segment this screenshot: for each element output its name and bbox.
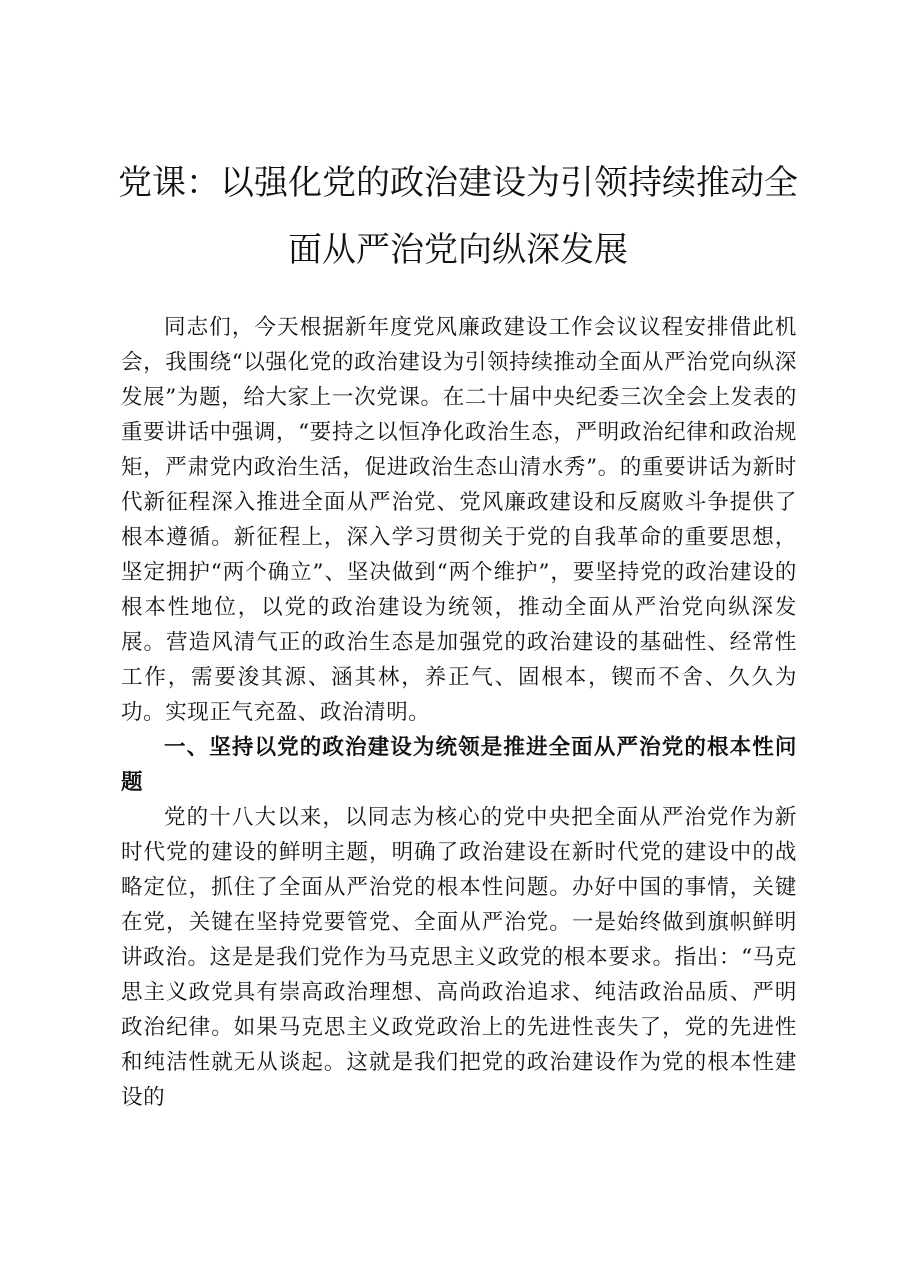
section-heading-1: 一、坚持以党的政治建设为统领是推进全面从严治党的根本性问题 (121, 735, 797, 795)
paragraph-section-1: 党的十八大以来，以同志为核心的党中央把全面从严治党作为新时代党的建设的鲜明主题，明确了政治建设在新时代党的建设中的战略定位，抓住了全面从严治党的根本性问题。办好中国的事情，关键在党，关键在坚持党要管党、全面从严治党。一是始终做到旗帜鲜明讲政治。这是是我们党作为马克思主义政党的根本要求。指出：“马克思主义政党具有崇高政治理想、高尚政治追求、纯洁政治品质、严明政治纪律。如果马克思主义政党政治上的先进性丧失了，党的先进性和纯洁性就无从谈起。这就是我们把党的政治建设作为党的根本性建设的 (121, 805, 797, 1110)
paragraph-intro: 同志们，今天根据新年度党风廉政建设工作会议议程安排借此机会，我围绕“以强化党的政治建设为引领持续推动全面从严治党向纵深发展”为题，给大家上一次党课。在二十届中央纪委三次全会上发表的重要讲话中强调，“要持之以恒净化政治生态，严明政治纪律和政治规矩，严肃党内政治生活，促进政治生态山清水秀”。的重要讲话为新时代新征程深入推进全面从严治党、党风廉政建设和反腐败斗争提供了根本遵循。新征程上，深入学习贯彻关于党的自我革命的重要思想，坚定拥护“两个确立”、坚决做到“两个维护”，要坚持党的政治建设的根本性地位，以党的政治建设为统领，推动全面从严治党向纵深发展。营造风清气正的政治生态是加强党的政治建设的基础性、经常性工作，需要浚其源、涵其林，养正气、固根本，锲而不舍、久久为功。实现正气充盈、政治清明。 (121, 315, 797, 725)
document-body (121, 310, 797, 1115)
document-title: 党课：以强化党的政治建设为引领持续推动全面从严治党向纵深发展 (118, 163, 798, 270)
